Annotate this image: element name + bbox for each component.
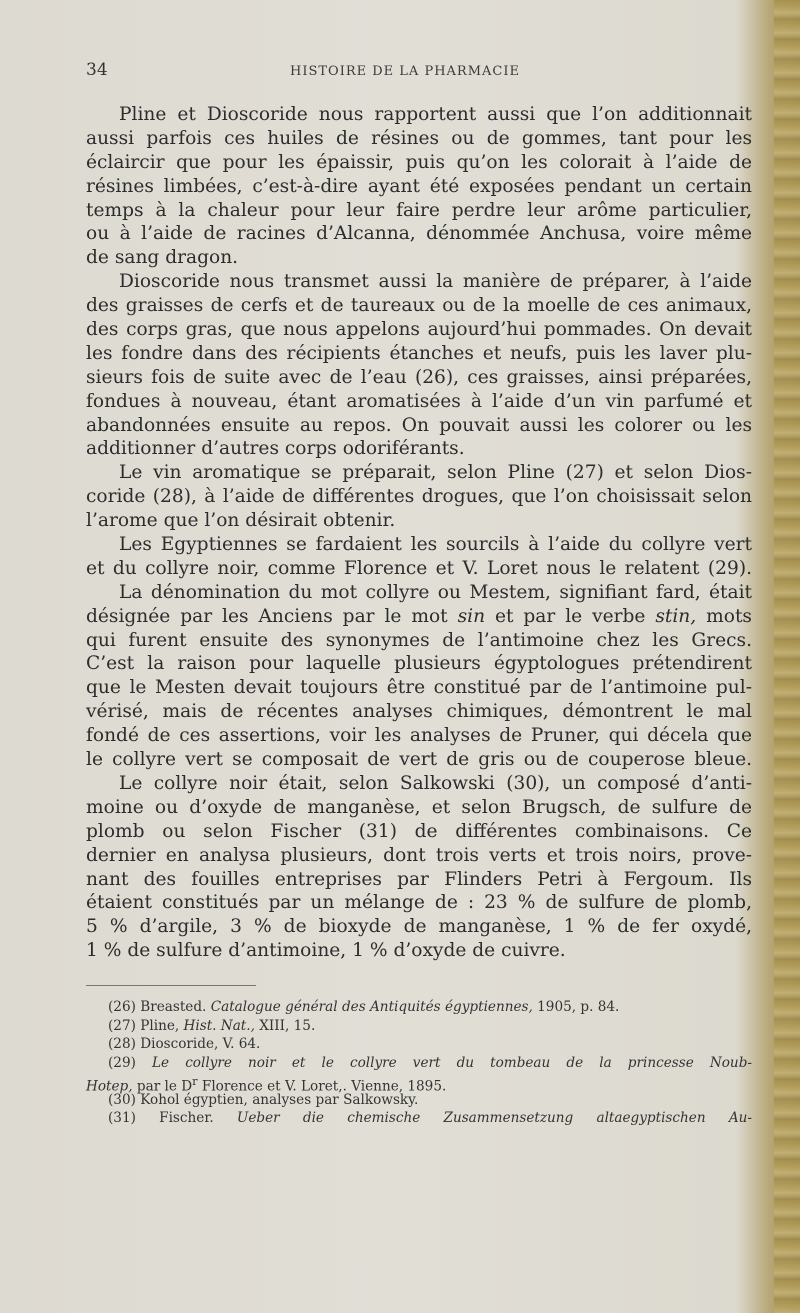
- footnote-divider: [86, 985, 256, 986]
- footnote-28: (28) Dioscoride, V. 64.: [108, 1036, 261, 1052]
- footnote-title: Le collyre noir et le collyre vert du tombeau de la princesse Noub-: [152, 1054, 752, 1071]
- text-line: Dioscoride nous transmet aussi la manière de préparer, à l’aide: [119, 271, 752, 293]
- text-line: que le Mesten devait toujours être constitué par de l’antimoine pul-: [86, 677, 752, 699]
- body-text: [86, 103, 752, 963]
- word-stin: stin,: [655, 605, 697, 627]
- text-line: fondé de ces assertions, voir les analyses de Pruner, qui décela que: [86, 725, 752, 747]
- text-line: 1 % de sulfure d’antimoine, 1 % d’oxyde de cuivre.: [86, 940, 566, 962]
- text-line: ou à l’aide de racines d’Alcanna, dénommée Anchusa, voire même: [86, 223, 752, 245]
- text-line: l’arome que l’on désirait obtenir.: [86, 510, 396, 532]
- text-line: coride (28), à l’aide de différentes drogues, que l’on choisissait selon: [86, 486, 752, 508]
- footnotes: [86, 998, 752, 1128]
- text-line: plomb ou selon Fischer (31) de différentes combinaisons. Ce: [86, 820, 752, 842]
- text-line: éclaircir que pour les épaissir, puis qu’on les colorait à l’aide de: [86, 151, 752, 173]
- text-line: nant des fouilles entreprises par Flinders Petri à Fergoum. Ils: [86, 868, 752, 890]
- text-line: aussi parfois ces huiles de résines ou de gommes, tant pour les: [86, 127, 752, 149]
- text-fragment: mots: [696, 605, 752, 627]
- text-line: Le vin aromatique se préparait, selon Pline (27) et selon Dios-: [119, 462, 752, 484]
- footnote-title: Ueber die chemische Zusammensetzung altaegyptischen Au-: [236, 1110, 752, 1126]
- text-line: vérisé, mais de récentes analyses chimiques, démontrent le mal: [86, 701, 752, 723]
- page-number: 34: [86, 60, 108, 80]
- text-line: sieurs fois de suite avec de l’eau (26), ces graisses, ainsi préparées,: [86, 366, 752, 388]
- footnote-text: Florence et V. Loret,. Vienne, 1895.: [197, 1078, 447, 1095]
- text-line: C’est la raison pour laquelle plusieurs égyptologues prétendirent: [86, 653, 752, 675]
- text-line-mixed: [86, 605, 752, 629]
- text-line: Les Egyptiennes se fardaient les sourcils à l’aide du collyre vert: [119, 534, 752, 556]
- footnote-30: (30) Kohol égyptien, analyses par Salkowsky.: [108, 1091, 419, 1108]
- text-line: moine ou d’oxyde de manganèse, et selon Brugsch, de sulfure de: [86, 796, 752, 818]
- text-line: 5 % d’argile, 3 % de bioxyde de manganèse, 1 % de fer oxydé,: [86, 916, 752, 938]
- footnote-27: [86, 1017, 752, 1036]
- text-line: les fondre dans des récipients étanches et neufs, puis les laver plu-: [86, 342, 752, 364]
- text-line: des graisses de cerfs et de taureaux ou de la moelle de ces animaux,: [86, 295, 752, 317]
- footnote-text: (27) Pline,: [108, 1017, 184, 1034]
- footnote-31: [86, 1109, 752, 1128]
- footnote-title: Catalogue général des Antiquités égyptiennes,: [210, 999, 533, 1015]
- text-fragment: désignée par les Anciens par le mot: [86, 605, 458, 627]
- footnote-title: Hotep,: [86, 1078, 133, 1095]
- page-edge: [774, 0, 800, 1313]
- text-line: le collyre vert se composait de vert de gris ou de couperose bleue.: [86, 749, 752, 771]
- footnote-26: [86, 998, 752, 1017]
- text-line: et du collyre noir, comme Florence et V. Loret nous le relatent (29).: [86, 557, 752, 579]
- text-line: abandonnées ensuite au repos. On pouvait aussi les colorer ou les: [86, 414, 752, 436]
- text-line: Le collyre noir était, selon Salkowski (30), un composé d’anti-: [119, 772, 752, 794]
- text-line: de sang dragon.: [86, 247, 239, 269]
- footnote-text: 1905, p. 84.: [532, 999, 620, 1015]
- text-line: résines limbées, c’est-à-dire ayant été exposées pendant un certain: [86, 175, 752, 197]
- running-title: HISTOIRE DE LA PHARMACIE: [290, 64, 520, 79]
- footnote-title: Hist. Nat.,: [183, 1017, 255, 1034]
- footnote-text: (29): [108, 1054, 153, 1071]
- footnote-superscript: r: [192, 1074, 198, 1088]
- footnote-text: (31) Fischer.: [108, 1110, 237, 1126]
- text-line: dernier en analysa plusieurs, dont trois verts et trois noirs, prove-: [86, 844, 752, 866]
- text-line: qui furent ensuite des synonymes de l’antimoine chez les Grecs.: [86, 629, 752, 651]
- text-line: La dénomination du mot collyre ou Mestem, signifiant fard, était: [119, 581, 752, 603]
- text-line: des corps gras, que nous appelons aujourd’hui pommades. On devait: [86, 319, 752, 341]
- footnote-text: par le D: [132, 1078, 193, 1095]
- text-line: fondues à nouveau, étant aromatisées à l’aide d’un vin parfumé et: [86, 390, 752, 412]
- footnote-text: (26) Breasted.: [108, 999, 211, 1015]
- text-line: temps à la chaleur pour leur faire perdre leur arôme particulier,: [86, 199, 752, 221]
- text-line: additionner d’autres corps odoriférants.: [86, 438, 465, 460]
- text-line: Pline et Dioscoride nous rapportent aussi que l’on additionnait: [119, 104, 752, 125]
- text-fragment: et par le verbe: [485, 605, 656, 627]
- page-header: [86, 60, 754, 82]
- footnote-29: [86, 1054, 752, 1073]
- text-line: étaient constitués par un mélange de : 23 % de sulfure de plomb,: [86, 892, 752, 914]
- footnote-text: XIII, 15.: [254, 1017, 316, 1034]
- footnote-29-continued: [86, 1072, 752, 1095]
- word-sin: sin: [457, 605, 486, 627]
